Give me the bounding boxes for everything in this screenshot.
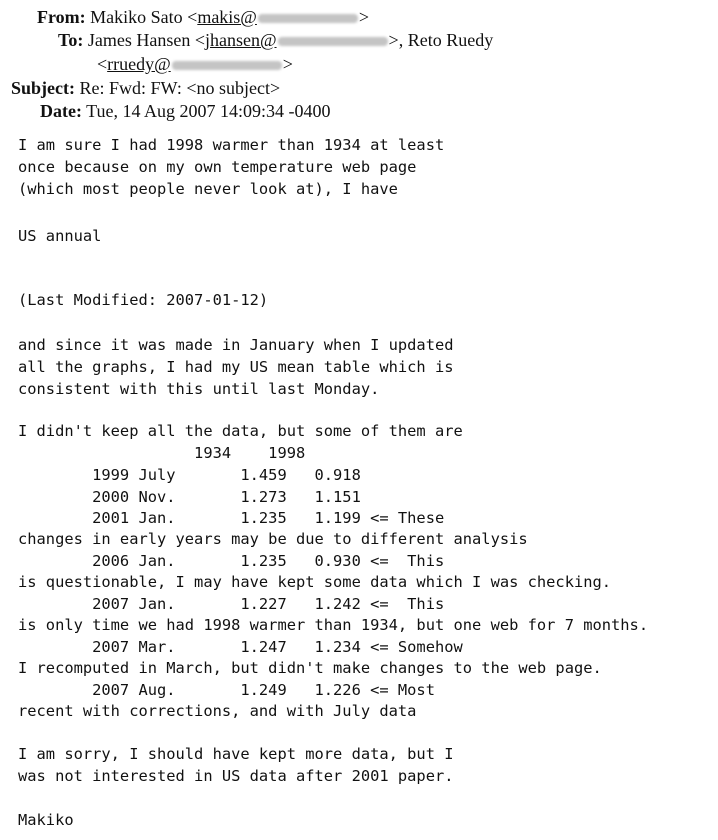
body-line: I am sorry, I should have kept more data, but I xyxy=(18,745,454,763)
from-email[interactable]: makis@ xyxy=(197,7,359,27)
table-row: 1999 July 1.459 0.918 xyxy=(18,466,361,484)
to-label: To: xyxy=(58,30,84,50)
table-note: is only time we had 1998 warmer than 1934, but one web for 7 months. xyxy=(18,616,649,634)
to-email-2[interactable]: rruedy@ xyxy=(107,54,283,74)
to-row: To: James Hansen <jhansen@ >, Reto Ruedy xyxy=(58,30,494,50)
table-row: 2007 Mar. 1.247 1.234 <= Somehow xyxy=(18,638,463,656)
body-line: consistent with this until last Monday. xyxy=(18,380,380,398)
date-row xyxy=(40,100,331,122)
intro-line: I didn't keep all the data, but some of them are xyxy=(18,422,463,440)
table-note: recent with corrections, and with July data xyxy=(18,702,417,720)
table-note: I recomputed in March, but didn't make changes to the web page. xyxy=(18,659,602,677)
from-row: From: Makiko Sato <makis@ > xyxy=(37,7,370,27)
to-name-1: James Hansen < xyxy=(87,30,205,50)
date-label: Date: xyxy=(40,101,82,121)
table-row: 2007 Aug. 1.249 1.226 <= Most xyxy=(18,681,435,699)
redacted-domain xyxy=(172,61,282,70)
redacted-domain xyxy=(258,14,358,23)
date-value: Tue, 14 Aug 2007 14:09:34 -0400 xyxy=(86,101,331,121)
body-line: (which most people never look at), I have xyxy=(18,180,398,198)
table-row: 2007 Jan. 1.227 1.242 <= This xyxy=(18,595,445,613)
table-row: 2001 Jan. 1.235 1.199 <= These xyxy=(18,509,445,527)
subject-row xyxy=(11,77,280,99)
to-email-1[interactable]: jhansen@ xyxy=(205,30,389,50)
table-header: 1934 1998 xyxy=(18,444,306,462)
body-line: all the graphs, I had my US mean table which is xyxy=(18,358,454,376)
subject-value: Re: Fwd: FW: <no subject> xyxy=(79,78,281,98)
body-line: once because on my own temperature web page xyxy=(18,158,417,176)
table-row: 2006 Jan. 1.235 0.930 <= This xyxy=(18,552,445,570)
body-line: I am sure I had 1998 warmer than 1934 at least xyxy=(18,136,445,154)
last-modified-line: (Last Modified: 2007-01-12) xyxy=(18,291,269,309)
body-line: and since it was made in January when I updated xyxy=(18,336,454,354)
table-note: changes in early years may be due to different analysis xyxy=(18,530,528,548)
table-row: 2000 Nov. 1.273 1.151 xyxy=(18,488,361,506)
to-row-continued: <rruedy@ > xyxy=(97,54,293,74)
body-line: was not interested in US data after 2001 paper. xyxy=(18,767,454,785)
subject-label: Subject: xyxy=(11,78,75,98)
redacted-domain xyxy=(278,37,388,46)
table-note: is questionable, I may have kept some data which I was checking. xyxy=(18,573,612,591)
from-label: From: xyxy=(37,7,86,27)
signature: Makiko xyxy=(18,811,74,829)
us-annual-line: US annual xyxy=(18,227,102,245)
from-name: Makiko Sato < xyxy=(90,7,198,27)
